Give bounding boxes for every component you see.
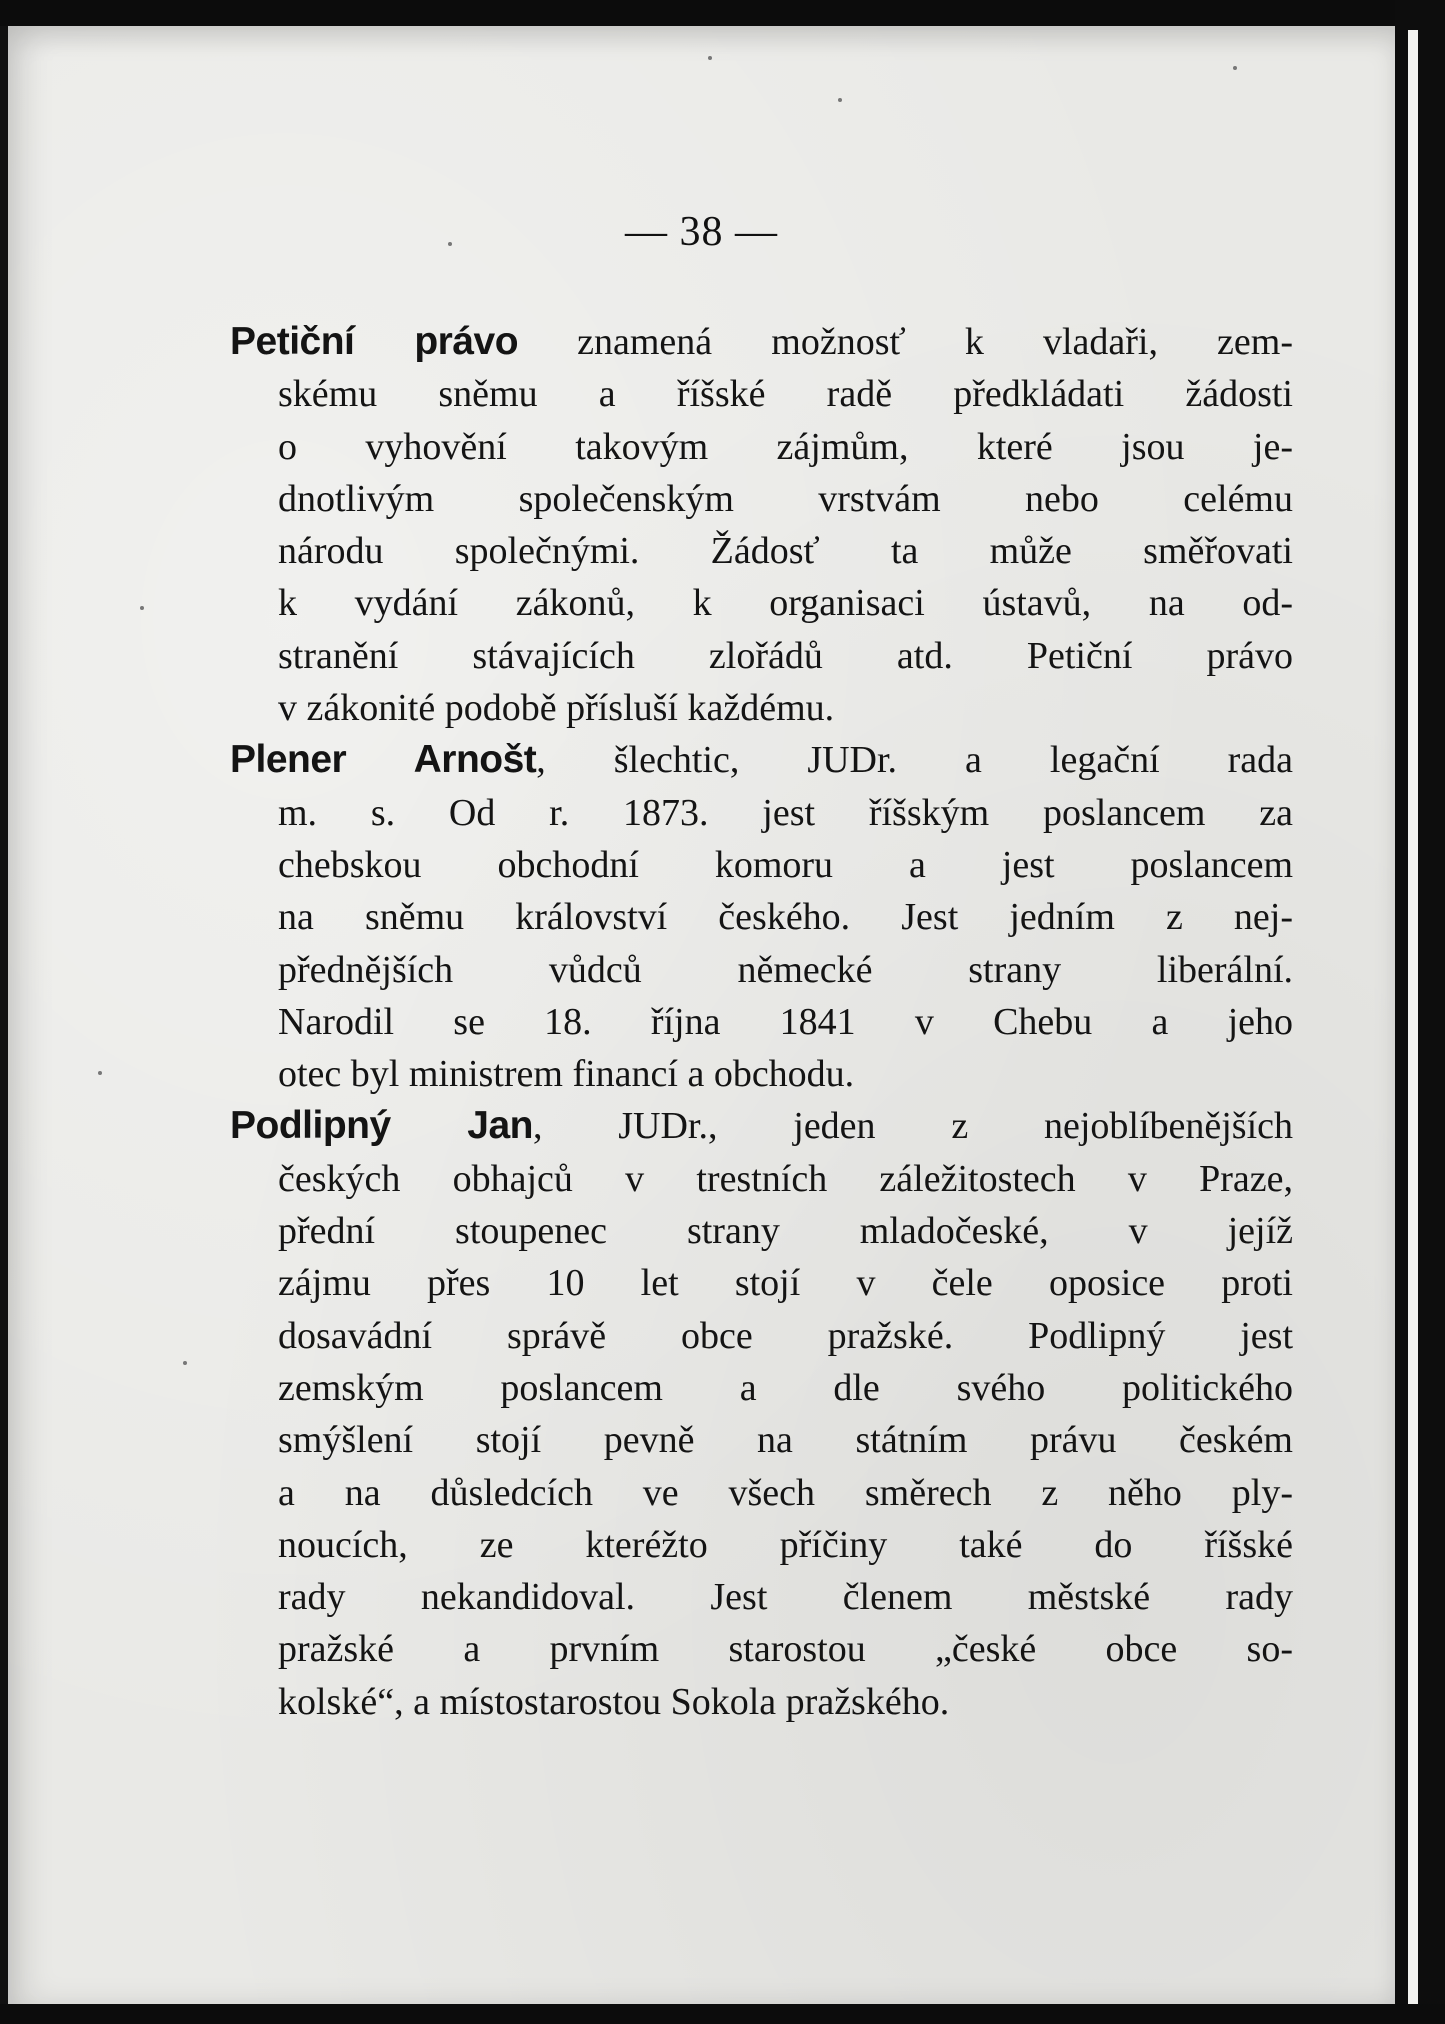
text-line: kolské“, a místostarostou Sokola pražského. (278, 1680, 950, 1723)
text-line: o vyhovění takovým zájmům, které jsou je- (278, 425, 1293, 468)
text-line: m. s. Od r. 1873. jest říšským poslancem za (278, 791, 1293, 834)
text-line: na sněmu království českého. Jest jedním z nej- (278, 896, 1293, 939)
text-line: smýšlení stojí pevně na státním právu českém (278, 1419, 1293, 1462)
text-line: chebskou obchodní komoru a jest poslancem (278, 843, 1293, 886)
dictionary-entry (230, 734, 1293, 1100)
text-line: Plener Arnošt, šlechtic, JUDr. a legační rada (230, 738, 1293, 782)
text-line: národu společnými. Žádosť ta může směřovati (278, 530, 1293, 573)
scan-border-top (0, 0, 1445, 26)
text-line: noucích, ze kteréžto příčiny také do říšské (278, 1523, 1293, 1566)
dictionary-entry (230, 316, 1293, 734)
text-line: zájmu přes 10 let stojí v čele oposice proti (278, 1262, 1293, 1305)
paper-speck (838, 98, 842, 102)
text-line: Narodil se 18. října 1841 v Chebu a jeho (278, 1000, 1293, 1043)
text-line: dosavádní správě obce pražské. Podlipný jest (278, 1314, 1293, 1357)
text-line: českých obhajců v trestních záležitostech v Praze, (278, 1157, 1293, 1200)
text-line: zemským poslancem a dle svého politického (278, 1366, 1293, 1409)
text-line: rady nekandidoval. Jest členem městské rady (278, 1576, 1293, 1619)
text-line: otec byl ministrem financí a obchodu. (278, 1053, 855, 1096)
next-page-edge (1408, 30, 1418, 2005)
text-line: a na důsledcích ve všech směrech z něho ply- (278, 1471, 1293, 1514)
scan-border-bottom (0, 2004, 1445, 2024)
text-line: Petiční právo znamená možnosť k vladaři, zem- (230, 320, 1293, 363)
scan-border-right (1395, 0, 1445, 2024)
entry-heading: Podlipný Jan (230, 1104, 533, 1148)
paper-speck (1233, 66, 1237, 70)
text-line: stranění stávajících zlořádů atd. Petiční právo (278, 634, 1293, 677)
text-line: v zákonité podobě přísluší každému. (278, 687, 835, 730)
page-body (230, 316, 1293, 1728)
text-line: dnotlivým společenským vrstvám nebo celému (278, 477, 1293, 520)
text-line: k vydání zákonů, k organisaci ústavů, na od- (278, 582, 1293, 625)
text-line: Podlipný Jan, JUDr., jeden z nejoblíbenějších (230, 1104, 1293, 1148)
paper-speck (183, 1361, 187, 1365)
text-line: skému sněmu a říšské radě předkládati žádosti (278, 373, 1293, 416)
paper-speck (708, 56, 712, 60)
dictionary-entry (230, 1100, 1293, 1728)
paper-speck (140, 606, 144, 610)
text-line: pražské a prvním starostou „české obce so- (278, 1628, 1293, 1671)
text-line: přednějších vůdců německé strany liberální. (278, 948, 1293, 991)
book-page (8, 26, 1395, 2004)
entry-heading: Petiční právo (230, 320, 519, 363)
page-number: — 38 — (625, 209, 778, 255)
paper-speck (98, 1071, 102, 1075)
entry-heading: Plener Arnošt (230, 738, 537, 782)
text-line: přední stoupenec strany mladočeské, v jejíž (278, 1210, 1293, 1253)
